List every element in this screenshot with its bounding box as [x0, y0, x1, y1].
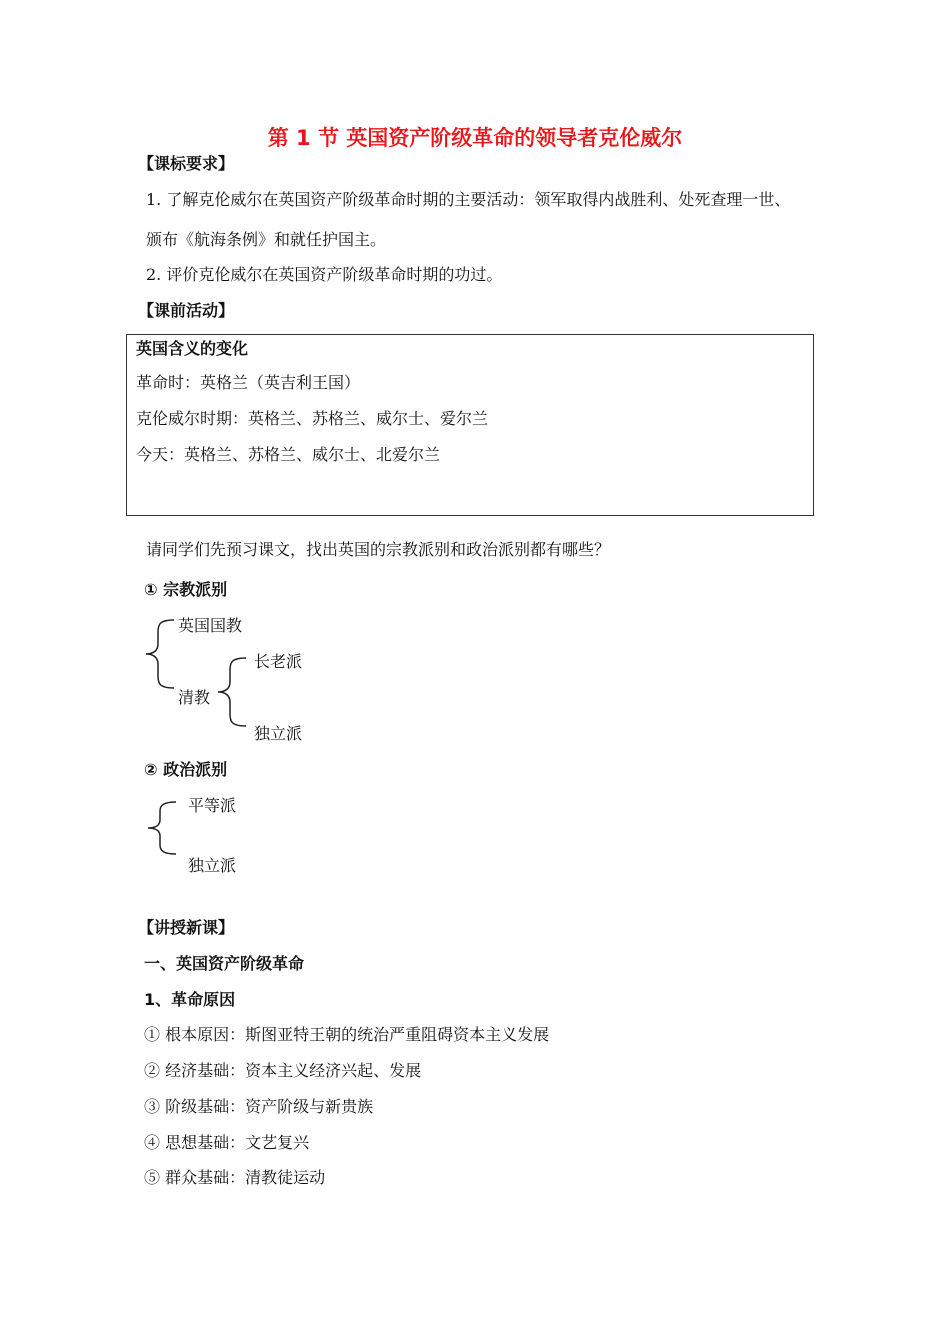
independent-religious-label: 独立派 — [254, 724, 303, 743]
cause-mass: ⑤ 群众基础：清教徒运动 — [144, 1168, 326, 1187]
new-lesson-heading: 【讲授新课】 — [138, 918, 235, 937]
cause-ideological: ④ 思想基础：文艺复兴 — [144, 1133, 310, 1152]
revolution-causes-heading: 1、革命原因 — [144, 990, 236, 1009]
political-brace — [142, 800, 182, 856]
requirement-item-2: 2. 评价克伦威尔在英国资产阶级革命时期的功过。 — [146, 265, 503, 284]
independent-political-label: 独立派 — [188, 856, 237, 875]
england-meaning-box — [126, 334, 814, 516]
box-title: 英国含义的变化 — [136, 339, 249, 358]
preclass-heading: 【课前活动】 — [138, 301, 235, 320]
document-title: 第 1 节 英国资产阶级革命的领导者克伦威尔 — [267, 126, 683, 150]
preview-question: 请同学们先预习课文，找出英国的宗教派别和政治派别都有哪些？ — [146, 540, 611, 559]
religious-factions-heading: ① 宗教派别 — [144, 580, 228, 599]
box-line-today: 今天：英格兰、苏格兰、威尔士、北爱尔兰 — [136, 445, 441, 464]
box-line-cromwell-era: 克伦威尔时期：英格兰、苏格兰、威尔士、爱尔兰 — [136, 409, 489, 428]
requirement-item-1-line-1: 1. 了解克伦威尔在英国资产阶级革命时期的主要活动：领军取得内战胜利、处死查理一世、 — [146, 190, 791, 209]
box-line-revolution: 革命时：英格兰（英吉利王国） — [136, 373, 361, 392]
cause-class: ③ 阶级基础：资产阶级与新贵族 — [144, 1097, 374, 1116]
presbyterian-label: 长老派 — [254, 652, 303, 671]
anglican-church-label: 英国国教 — [178, 616, 243, 635]
religious-brace — [140, 618, 180, 690]
cause-economic: ② 经济基础：资本主义经济兴起、发展 — [144, 1061, 422, 1080]
requirement-item-1-line-2: 颁布《航海条例》和就任护国主。 — [146, 230, 387, 249]
political-factions-heading: ② 政治派别 — [144, 760, 228, 779]
levellers-label: 平等派 — [188, 796, 237, 815]
cause-fundamental: ① 根本原因：斯图亚特王朝的统治严重阻碍资本主义发展 — [144, 1025, 550, 1044]
puritan-brace — [212, 656, 252, 728]
part-one-heading: 一、英国资产阶级革命 — [144, 954, 305, 973]
puritan-label: 清教 — [178, 688, 211, 707]
requirements-heading: 【课标要求】 — [138, 154, 235, 173]
